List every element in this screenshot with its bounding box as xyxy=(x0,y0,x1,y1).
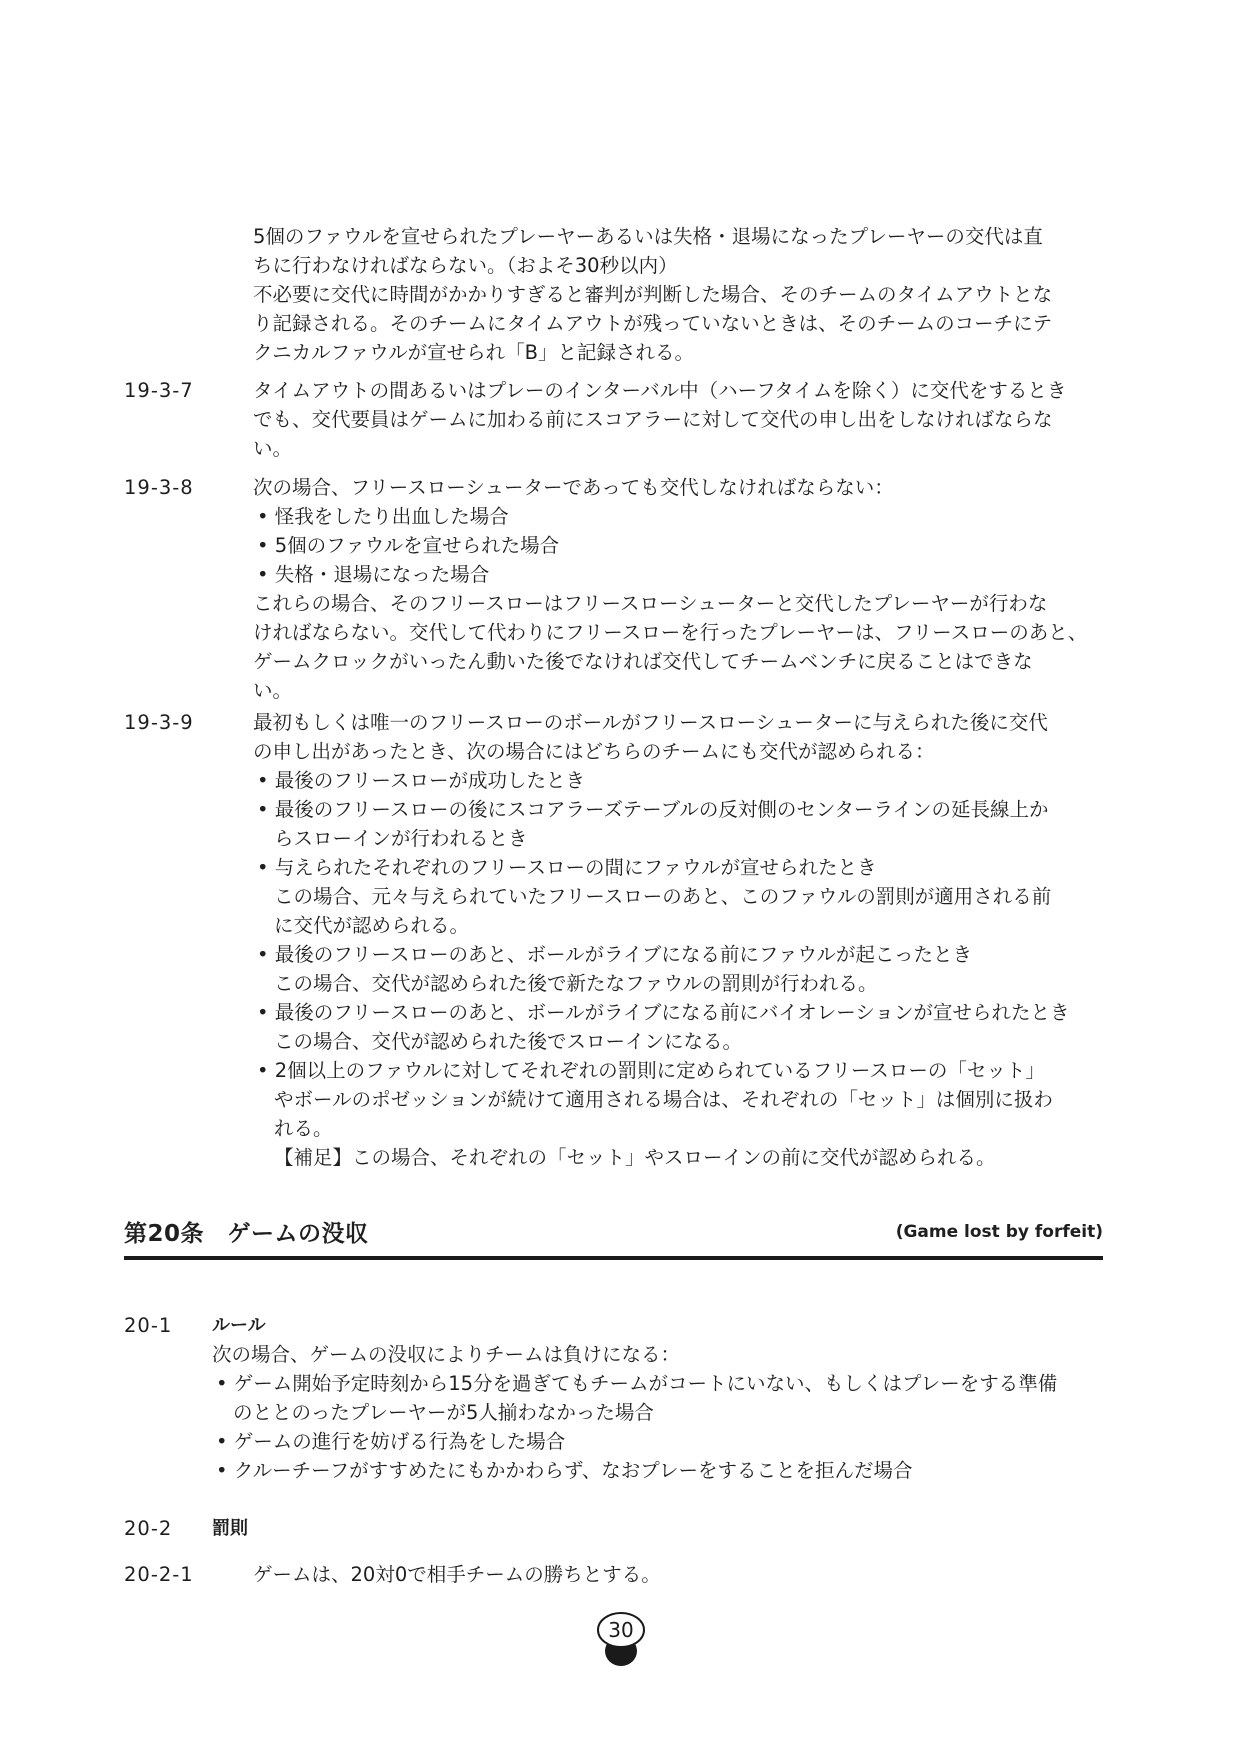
text-line: ければならない。交代して代わりにフリースローを行ったプレーヤーは、フリースローのあと、 xyxy=(253,621,1088,644)
text-line: 5個のファウルを宣せられたプレーヤーあるいは失格・退場になったプレーヤーの交代は直 xyxy=(253,225,1043,248)
bullet-continuation: やボールのポゼッションが続けて適用される場合は、それぞれの「セット」は個別に扱わ xyxy=(274,1088,1053,1111)
text-line: ゲームは、20対0で相手チームの勝ちとする。 xyxy=(253,1563,661,1586)
text-line: ゲームクロックがいったん動いた後でなければ交代してチームベンチに戻ることはできな xyxy=(253,650,1033,673)
article-title-english: (Game lost by forfeit) xyxy=(895,1222,1103,1242)
clause-19-3-7-body xyxy=(253,376,1103,463)
bullet-item: • 最後のフリースローのあと、ボールがライブになる前にファウルが起こったとき xyxy=(257,943,973,966)
bullet-item: • 5個のファウルを宣せられた場合 xyxy=(257,534,560,557)
text-line: でも、交代要員はゲームに加わる前にスコアラーに対して交代の申し出をしなければならな xyxy=(253,408,1053,431)
bullet-continuation: この場合、交代が認められた後で新たなファウルの罰則が行われる。 xyxy=(274,972,878,995)
section-20-1-body xyxy=(212,1340,1103,1485)
bullet-continuation: れる。 xyxy=(274,1117,333,1140)
text-line: 最初もしくは唯一のフリースローのボールがフリースローシューターに与えられた後に交代 xyxy=(253,711,1048,734)
clause-20-2-1-body xyxy=(253,1560,1103,1589)
bullet-item: • ゲーム開始予定時刻から15分を過ぎてもチームがコートにいない、もしくはプレーをする準備 xyxy=(216,1372,1058,1395)
section-title: 罰則 xyxy=(212,1518,248,1539)
text-line: タイムアウトの間あるいはプレーのインターバル中（ハーフタイムを除く）に交代をするとき xyxy=(253,379,1067,402)
text-line: クニカルファウルが宣せられ「B」と記録される。 xyxy=(253,341,695,364)
bullet-item: • 怪我をしたり出血した場合 xyxy=(257,505,509,528)
text-line: い。 xyxy=(253,437,293,460)
bullet-item: • 与えられたそれぞれのフリースローの間にファウルが宣せられたとき xyxy=(257,856,877,879)
bullet-item: • 最後のフリースローの後にスコアラーズテーブルの反対側のセンターラインの延長線上か xyxy=(257,798,1049,821)
bullet-item: • 失格・退場になった場合 xyxy=(257,563,490,586)
clause-number: 19-3-8 xyxy=(124,476,194,499)
article-heading xyxy=(124,1215,1103,1255)
clause-number: 20-2-1 xyxy=(124,1563,194,1586)
clause-number: 19-3-9 xyxy=(124,711,194,734)
text-line: ちに行わなければならない。（およそ30秒以内） xyxy=(253,254,678,277)
bullet-item: • ゲームの進行を妨げる行為をした場合 xyxy=(216,1430,566,1453)
article-title: 第20条 ゲームの没収 xyxy=(124,1221,369,1247)
bullet-continuation: に交代が認められる。 xyxy=(274,914,470,937)
page-number-icon xyxy=(596,1611,646,1673)
section-number: 20-1 xyxy=(124,1314,173,1337)
section-title: ルール xyxy=(212,1315,266,1336)
bullet-continuation: のととのったプレーヤーが5人揃わなかった場合 xyxy=(233,1401,654,1424)
clause-19-3-9-body xyxy=(253,708,1103,1172)
bullet-item: • 最後のフリースローのあと、ボールがライブになる前にバイオレーションが宣せられたとき xyxy=(257,1001,1070,1024)
bullet-item: • 最後のフリースローが成功したとき xyxy=(257,769,585,792)
text-line: い。 xyxy=(253,679,293,702)
page-number-badge xyxy=(596,1611,646,1673)
page-number: 30 xyxy=(608,1618,634,1642)
section-number: 20-2 xyxy=(124,1517,173,1540)
clause-number: 19-3-7 xyxy=(124,379,194,402)
heading-rule xyxy=(124,1256,1103,1260)
text-line: これらの場合、そのフリースローはフリースローシューターと交代したプレーヤーが行わな xyxy=(253,592,1048,615)
bullet-continuation: この場合、元々与えられていたフリースローのあと、このファウルの罰則が適用される前 xyxy=(274,885,1052,908)
bullet-continuation: この場合、交代が認められた後でスローインになる。 xyxy=(274,1030,743,1053)
text-line: り記録される。そのチームにタイムアウトが残っていないときは、そのチームのコーチにテ xyxy=(253,312,1053,335)
bullet-item: • 2個以上のファウルに対してそれぞれの罰則に定められているフリースローの「セット」 xyxy=(257,1059,1045,1082)
text-line: 次の場合、フリースローシューターであっても交代しなければならない： xyxy=(253,476,894,499)
bullet-continuation: らスローインが行われるとき xyxy=(274,827,528,850)
text-line: の申し出があったとき、次の場合にはどちらのチームにも交代が認められる： xyxy=(253,740,935,763)
bullet-item: • クルーチーフがすすめたにもかかわらず、なおプレーをすることを拒んだ場合 xyxy=(216,1459,913,1482)
clause-19-3-8-body xyxy=(253,473,1103,705)
text-line: 不必要に交代に時間がかかりすぎると審判が判断した場合、そのチームのタイムアウトとな xyxy=(253,283,1053,306)
intro-paragraph xyxy=(253,222,1103,367)
supplement-note: 【補足】この場合、それぞれの「セット」やスローインの前に交代が認められる。 xyxy=(274,1146,996,1169)
text-line: 次の場合、ゲームの没収によりチームは負けになる： xyxy=(212,1343,681,1366)
